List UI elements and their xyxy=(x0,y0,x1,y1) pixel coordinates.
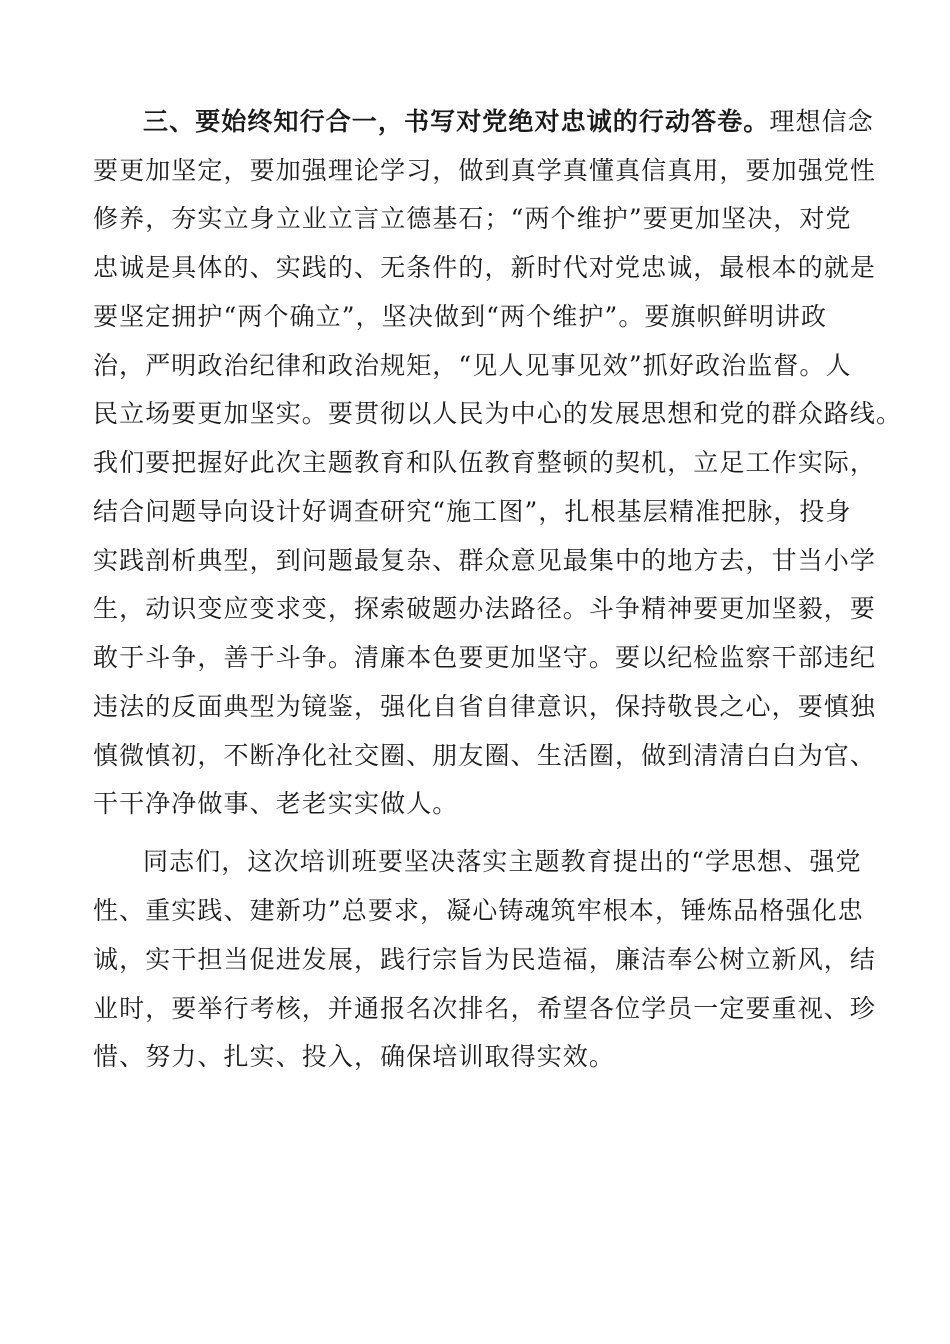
paragraph-line: 敢于斗争，善于斗争。清廉本色要更加坚守。要以纪检监察干部违纪 xyxy=(93,643,877,672)
paragraph-line: 我们要把握好此次主题教育和队伍教育整顿的契机，立足工作实际， xyxy=(93,448,877,477)
paragraph-line: 结合问题导向设计好调查研究“施工图”，扎根基层精准把脉，投身 xyxy=(93,497,852,526)
paragraph-line: 治，严明政治纪律和政治规矩，“见人见事见效”抓好政治监督。人 xyxy=(93,351,852,380)
paragraph-line: 修养，夯实立身立业立言立德基石；“两个维护”要更加坚决，对党 xyxy=(93,204,852,233)
paragraph-line xyxy=(143,102,943,142)
paragraph-line: 干干净净做事、老老实实做人。 xyxy=(93,789,459,818)
paragraph-line: 要坚定拥护“两个确立”，坚决做到“两个维护”。要旗帜鲜明讲政 xyxy=(93,302,828,331)
paragraph-line: 要更加坚定，要加强理论学习，做到真学真懂真信真用，要加强党性 xyxy=(93,156,877,185)
paragraph-line: 实践剖析典型，到问题最复杂、群众意见最集中的地方去，甘当小学 xyxy=(93,546,877,575)
paragraph-line: 民立场要更加坚实。要贯彻以人民为中心的发展思想和党的群众路线。 xyxy=(93,399,903,428)
paragraph-line: 诚，实干担当促进发展，践行宗旨为民造福，廉洁奉公树立新风，结 xyxy=(93,945,877,974)
paragraph-line: 生，动识变应变求变，探索破题办法路径。斗争精神要更加坚毅，要 xyxy=(93,594,877,623)
paragraph-line: 性、重实践、建新功”总要求，凝心铸魂筑牢根本，锤炼品格强化忠 xyxy=(93,896,864,925)
paragraph-line: 业时，要举行考核，并通报名次排名，希望各位学员一定要重视、珍 xyxy=(93,994,877,1023)
paragraph-line: 惜、努力、扎实、投入，确保培训取得实效。 xyxy=(93,1042,616,1071)
paragraph-line: 慎微慎初，不断净化社交圈、朋友圈、生活圈，做到清清白白为官、 xyxy=(93,741,877,770)
paragraph-line: 违法的反面典型为镜鉴，强化自省自律意识，保持敬畏之心，要慎独 xyxy=(93,692,877,721)
paragraph-text: 理想信念 xyxy=(769,107,874,136)
paragraph-line: 同志们，这次培训班要坚决落实主题教育提出的“学思想、强党 xyxy=(143,847,862,876)
paragraph-line: 忠诚是具体的、实践的、无条件的，新时代对党忠诚，最根本的就是 xyxy=(93,253,877,282)
section-heading: 三、要始终知行合一，书写对党绝对忠诚的行动答卷。 xyxy=(143,107,770,136)
